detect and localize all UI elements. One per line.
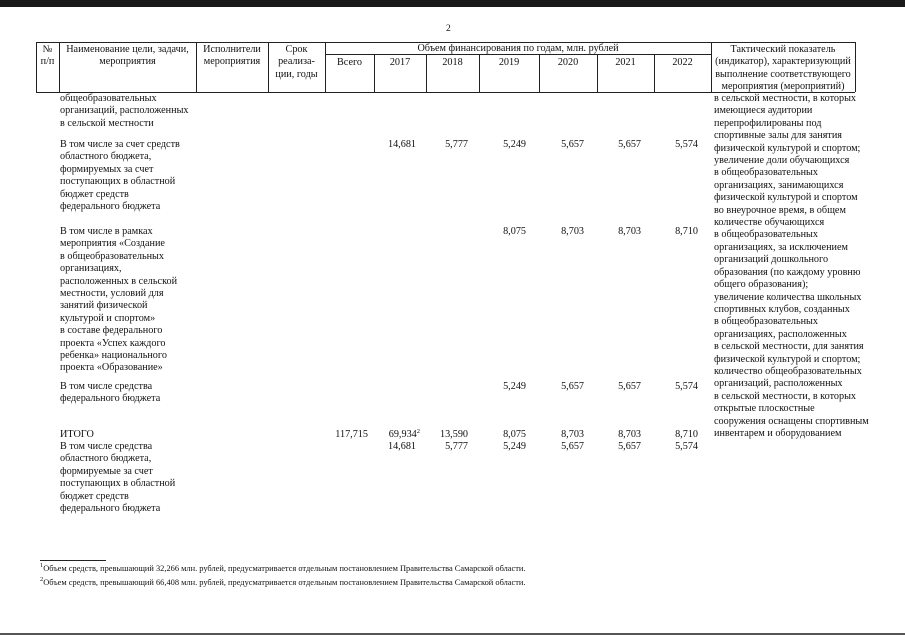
cell-2020: 5,657 xyxy=(561,441,584,452)
row-name-continued: общеобразовательных организаций, расположенных в сельской местности xyxy=(60,93,189,129)
bottom-border xyxy=(0,633,905,635)
row-name-total-regional: В том числе средства областного бюджета, формируемые за счет поступающих в областной бюджет средств федерального бюджета xyxy=(60,441,176,515)
row-name-total: ИТОГО xyxy=(60,429,94,440)
footnote-2: $^2$Объем средств, превышающий 66,408 млн. рублей, предусматривается отдельным постановлением Правительства Самарской области. xyxy=(40,576,526,587)
footnote-1: $^1$Объем средств, превышающий 32,266 млн. рублей, предусматривается отдельным постановлением Правительства Самарской области. xyxy=(40,562,526,573)
header-year-2018: 2018 xyxy=(442,57,463,68)
indicator-text: в сельской местности, в которых имеющиеся аудитории перепрофилированы под спортивные залы для занятия физической культурой и спортом; увеличение доли обучающихся в общеобразовательных организациях, занимающихся физической культурой и спортом во внеурочное время, в общем количестве обучающихся в общеобразовательных организациях, за исключением организаций дошкольного образования (по каждому уровню общего образования); увеличение количества школьных спортивных клубов, созданных в общеобразовательных организациях, расположенных в сельской местности, для занятия физической культурой и спортом; количество общеобразовательных организаций, расположенных в сельской местности, в которых открытые плоскостные сооружения оснащены спортивным инвентарем и оборудованием xyxy=(714,93,869,439)
header-indicator: Тактический показатель (индикатор), характеризующий выполнение соответствующего мероприятия (мероприятий) xyxy=(715,44,851,93)
cell-2022: 5,574 xyxy=(675,381,698,392)
cell-2021: 5,657 xyxy=(618,441,641,452)
row-name-federal-budget: В том числе средства федерального бюджета xyxy=(60,381,161,405)
cell-2022: 5,574 xyxy=(675,139,698,150)
cell-2021: 8,703 xyxy=(618,226,641,237)
cell-2019: 5,249 xyxy=(503,139,526,150)
header-year-2020: 2020 xyxy=(557,57,579,68)
cell-2021: 8,703 xyxy=(618,429,641,440)
cell-2018: 5,777 xyxy=(445,441,468,452)
row-name-federal-project: В том числе в рамках мероприятия «Создание в общеобразовательных организациях, расположенных в сельской местности, условий для занятий физической культурой и спортом» в составе федерального проекта «Успех каждого ребенка» национального проекта «Образование» xyxy=(60,226,178,374)
row-name-regional-budget: В том числе за счет средств областного бюджета, формируемых за счет поступающих в областной бюджет средств федерального бюджета xyxy=(60,139,180,213)
cell-2018: 5,777 xyxy=(445,139,468,150)
cell-2022: 8,710 xyxy=(675,429,698,440)
cell-2018: 13,590 xyxy=(439,429,468,440)
cell-2020: 8,703 xyxy=(561,429,584,440)
header-funding: Объем финансирования по годам, млн. рублей xyxy=(417,43,619,54)
header-term: Срок реализа- ции, годы xyxy=(275,44,318,80)
page-number: 2 xyxy=(446,24,451,34)
footnote-mark: 2 xyxy=(416,428,420,435)
header-name: Наименование цели, задачи, мероприятия xyxy=(66,44,189,68)
cell-2020: 8,703 xyxy=(561,226,584,237)
cell-2020: 5,657 xyxy=(561,139,584,150)
header-year-2022: 2022 xyxy=(672,57,693,68)
top-border xyxy=(0,0,905,7)
cell-2017: 14,681 xyxy=(387,139,416,150)
cell-2021: 5,657 xyxy=(618,381,641,392)
cell-2019: 5,249 xyxy=(503,381,526,392)
header-year-2021: 2021 xyxy=(615,57,636,68)
cell-2021: 5,657 xyxy=(618,139,641,150)
cell-2019: 8,075 xyxy=(503,429,526,440)
header-year-2019: 2019 xyxy=(498,57,520,68)
header-executors: Исполнители мероприятия xyxy=(203,44,261,68)
cell-total: 117,715 xyxy=(335,429,368,440)
cell-2017: 69,934$^2$ xyxy=(388,428,420,440)
cell-2019: 5,249 xyxy=(503,441,526,452)
cell-2022: 5,574 xyxy=(675,441,698,452)
header-no: № п/п xyxy=(40,44,55,68)
header-total: Всего xyxy=(337,57,362,68)
cell-2020: 5,657 xyxy=(561,381,584,392)
footnote-divider xyxy=(40,560,106,561)
header-year-2017: 2017 xyxy=(389,57,411,68)
cell-2019: 8,075 xyxy=(503,226,526,237)
cell-2017: 14,681 xyxy=(387,441,416,452)
cell-2022: 8,710 xyxy=(675,226,698,237)
